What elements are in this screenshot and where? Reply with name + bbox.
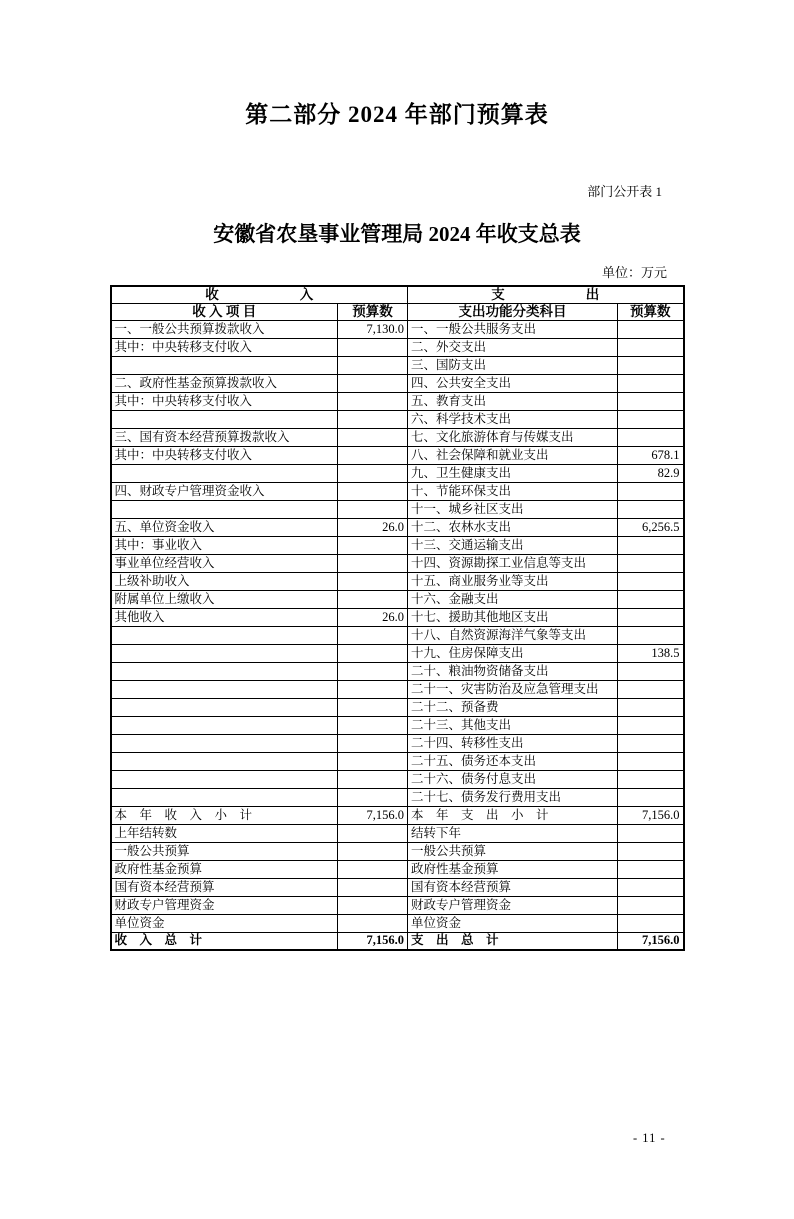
income-item-cell: 三、国有资本经营预算拨款收入 [111, 428, 338, 446]
income-item-cell: 上年结转数 [111, 824, 338, 842]
table-row [111, 698, 684, 716]
expense-budget-cell: 82.9 [618, 464, 684, 482]
table-row [111, 788, 684, 806]
income-budget-cell [338, 752, 408, 770]
expense-item-cell: 十一、城乡社区支出 [408, 500, 618, 518]
expense-budget-cell [618, 824, 684, 842]
income-budget-cell [338, 626, 408, 644]
expense-item-cell: 一般公共预算 [408, 842, 618, 860]
table-row [111, 392, 684, 410]
income-item-cell: 事业单位经营收入 [111, 554, 338, 572]
expense-budget-cell [618, 626, 684, 644]
income-budget-cell [338, 878, 408, 896]
income-item-cell: 二、政府性基金预算拨款收入 [111, 374, 338, 392]
income-budget-cell [338, 914, 408, 932]
expense-item-cell: 政府性基金预算 [408, 860, 618, 878]
table-row [111, 554, 684, 572]
expense-budget-cell [618, 392, 684, 410]
income-budget-cell: 26.0 [338, 518, 408, 536]
table-row [111, 482, 684, 500]
expense-budget-cell: 138.5 [618, 644, 684, 662]
expense-budget-cell: 7,156.0 [618, 932, 684, 950]
income-item-cell: 其中：中央转移支付收入 [111, 446, 338, 464]
expense-item-cell: 六、科学技术支出 [408, 410, 618, 428]
income-item-cell: 财政专户管理资金 [111, 896, 338, 914]
budget-table [110, 285, 685, 951]
table-row [111, 428, 684, 446]
expense-budget-cell [618, 608, 684, 626]
expense-budget-cell [618, 716, 684, 734]
table-public-label: 部门公开表 1 [587, 184, 662, 199]
expense-item-cell: 四、公共安全支出 [408, 374, 618, 392]
table-row [111, 338, 684, 356]
income-item-cell [111, 410, 338, 428]
income-item-cell [111, 464, 338, 482]
expense-budget-cell [618, 410, 684, 428]
expense-item-cell: 十六、金融支出 [408, 590, 618, 608]
income-item-header: 收 入 项 目 [111, 303, 338, 320]
expense-item-cell: 九、卫生健康支出 [408, 464, 618, 482]
expense-item-cell: 五、教育支出 [408, 392, 618, 410]
income-budget-cell [338, 536, 408, 554]
expense-item-cell: 二十、粮油物资储备支出 [408, 662, 618, 680]
income-item-cell: 本 年 收 入 小 计 [111, 806, 338, 824]
table-row [111, 608, 684, 626]
expense-item-cell: 十、节能环保支出 [408, 482, 618, 500]
income-budget-cell [338, 788, 408, 806]
income-item-cell: 其中：中央转移支付收入 [111, 392, 338, 410]
income-budget-cell [338, 770, 408, 788]
table-row [111, 500, 684, 518]
table-row [111, 572, 684, 590]
income-budget-cell [338, 374, 408, 392]
expense-item-cell: 十九、住房保障支出 [408, 644, 618, 662]
budget-table-head [111, 286, 684, 320]
expense-item-cell: 十二、农林水支出 [408, 518, 618, 536]
income-budget-cell: 26.0 [338, 608, 408, 626]
income-budget-cell [338, 842, 408, 860]
income-budget-cell [338, 824, 408, 842]
table-row [111, 446, 684, 464]
income-budget-cell [338, 716, 408, 734]
expense-item-cell: 十八、自然资源海洋气象等支出 [408, 626, 618, 644]
income-item-cell: 其他收入 [111, 608, 338, 626]
table-row [111, 374, 684, 392]
table-row [111, 914, 684, 932]
column-header-row [111, 303, 684, 320]
part-title: 第二部分 2024 年部门预算表 [245, 102, 549, 127]
expense-item-cell: 支 出 总 计 [408, 932, 618, 950]
table-row [111, 464, 684, 482]
income-item-cell: 五、单位资金收入 [111, 518, 338, 536]
expense-budget-cell [618, 896, 684, 914]
expense-item-cell: 二十一、灾害防治及应急管理支出 [408, 680, 618, 698]
expense-item-cell: 本 年 支 出 小 计 [408, 806, 618, 824]
table-row [111, 356, 684, 374]
income-item-cell [111, 662, 338, 680]
expense-budget-cell: 7,156.0 [618, 806, 684, 824]
income-budget-cell: 7,130.0 [338, 320, 408, 338]
table-row [111, 932, 684, 950]
expense-budget-cell [618, 536, 684, 554]
table-row [111, 770, 684, 788]
income-item-cell [111, 698, 338, 716]
income-budget-cell [338, 482, 408, 500]
income-budget-cell [338, 644, 408, 662]
expense-budget-cell: 6,256.5 [618, 518, 684, 536]
income-budget-cell: 7,156.0 [338, 932, 408, 950]
expense-item-cell: 二十六、债务付息支出 [408, 770, 618, 788]
unit-note: 单位：万元 [601, 265, 667, 280]
income-item-cell [111, 500, 338, 518]
expense-budget-cell [618, 914, 684, 932]
expense-budget-cell [618, 428, 684, 446]
expense-item-cell: 二十四、转移性支出 [408, 734, 618, 752]
table-row [111, 320, 684, 338]
table-row [111, 752, 684, 770]
income-budget-cell [338, 572, 408, 590]
income-budget-cell [338, 356, 408, 374]
expense-item-cell: 二十五、债务还本支出 [408, 752, 618, 770]
income-item-cell: 上级补助收入 [111, 572, 338, 590]
income-budget-cell [338, 734, 408, 752]
income-item-cell: 收 入 总 计 [111, 932, 338, 950]
income-item-cell: 一般公共预算 [111, 842, 338, 860]
expense-item-cell: 结转下年 [408, 824, 618, 842]
expense-item-cell: 二十七、债务发行费用支出 [408, 788, 618, 806]
income-budget-cell [338, 428, 408, 446]
income-budget-cell [338, 464, 408, 482]
income-budget-header: 预算数 [338, 303, 408, 320]
expense-budget-cell [618, 338, 684, 356]
expense-budget-cell [618, 752, 684, 770]
expense-item-cell: 三、国防支出 [408, 356, 618, 374]
expense-budget-cell [618, 320, 684, 338]
expense-budget-cell [618, 860, 684, 878]
income-item-cell: 单位资金 [111, 914, 338, 932]
table-row [111, 590, 684, 608]
page-number: - 11 - [633, 1131, 666, 1145]
document-page [0, 96, 794, 1219]
expense-item-cell: 财政专户管理资金 [408, 896, 618, 914]
table-row [111, 680, 684, 698]
income-item-cell [111, 788, 338, 806]
income-item-cell [111, 356, 338, 374]
expense-item-cell: 一、一般公共服务支出 [408, 320, 618, 338]
income-item-cell: 其中：事业收入 [111, 536, 338, 554]
expense-item-cell: 二、外交支出 [408, 338, 618, 356]
income-item-cell [111, 752, 338, 770]
expense-budget-cell: 678.1 [618, 446, 684, 464]
table-row [111, 662, 684, 680]
income-item-cell [111, 680, 338, 698]
table-row [111, 536, 684, 554]
expense-item-cell: 单位资金 [408, 914, 618, 932]
expense-item-cell: 八、社会保障和就业支出 [408, 446, 618, 464]
income-item-cell [111, 716, 338, 734]
table-title: 安徽省农垦事业管理局 2024 年收支总表 [213, 222, 581, 246]
table-row [111, 644, 684, 662]
table-row [111, 410, 684, 428]
expense-item-cell: 十五、商业服务业等支出 [408, 572, 618, 590]
table-row [111, 842, 684, 860]
group-header-row [111, 286, 684, 303]
income-item-cell [111, 770, 338, 788]
expense-budget-cell [618, 590, 684, 608]
table-row [111, 626, 684, 644]
table-row [111, 896, 684, 914]
table-row [111, 878, 684, 896]
expense-budget-cell [618, 770, 684, 788]
income-budget-cell [338, 896, 408, 914]
expense-budget-cell [618, 680, 684, 698]
expense-item-header: 支出功能分类科目 [408, 303, 618, 320]
income-item-cell: 其中：中央转移支付收入 [111, 338, 338, 356]
table-row [111, 518, 684, 536]
income-item-cell [111, 734, 338, 752]
table-body [111, 320, 684, 950]
income-budget-cell [338, 554, 408, 572]
table-row [111, 806, 684, 824]
expense-budget-cell [618, 842, 684, 860]
expense-item-cell: 国有资本经营预算 [408, 878, 618, 896]
income-budget-cell [338, 590, 408, 608]
income-budget-cell [338, 338, 408, 356]
income-budget-cell [338, 698, 408, 716]
income-budget-cell: 7,156.0 [338, 806, 408, 824]
expense-budget-cell [618, 356, 684, 374]
expense-item-cell: 十七、援助其他地区支出 [408, 608, 618, 626]
expense-budget-cell [618, 662, 684, 680]
income-item-cell: 政府性基金预算 [111, 860, 338, 878]
income-budget-cell [338, 662, 408, 680]
table-row [111, 716, 684, 734]
expense-budget-cell [618, 482, 684, 500]
expense-item-cell: 七、文化旅游体育与传媒支出 [408, 428, 618, 446]
expense-item-cell: 十三、交通运输支出 [408, 536, 618, 554]
expense-budget-header: 预算数 [618, 303, 684, 320]
income-item-cell: 国有资本经营预算 [111, 878, 338, 896]
expense-group-header: 支 出 [408, 286, 684, 303]
income-budget-cell [338, 860, 408, 878]
income-item-cell [111, 626, 338, 644]
income-budget-cell [338, 680, 408, 698]
income-item-cell [111, 644, 338, 662]
expense-budget-cell [618, 788, 684, 806]
income-item-cell: 四、财政专户管理资金收入 [111, 482, 338, 500]
expense-item-cell: 二十三、其他支出 [408, 716, 618, 734]
expense-item-cell: 十四、资源勘探工业信息等支出 [408, 554, 618, 572]
table-row [111, 824, 684, 842]
expense-item-cell: 二十二、预备费 [408, 698, 618, 716]
expense-budget-cell [618, 572, 684, 590]
expense-budget-cell [618, 734, 684, 752]
table-row [111, 734, 684, 752]
expense-budget-cell [618, 374, 684, 392]
income-budget-cell [338, 410, 408, 428]
expense-budget-cell [618, 500, 684, 518]
income-item-cell: 一、一般公共预算拨款收入 [111, 320, 338, 338]
income-budget-cell [338, 446, 408, 464]
income-budget-cell [338, 392, 408, 410]
income-group-header: 收 入 [111, 286, 408, 303]
table-row [111, 860, 684, 878]
expense-budget-cell [618, 878, 684, 896]
expense-budget-cell [618, 698, 684, 716]
expense-budget-cell [618, 554, 684, 572]
income-budget-cell [338, 500, 408, 518]
income-item-cell: 附属单位上缴收入 [111, 590, 338, 608]
